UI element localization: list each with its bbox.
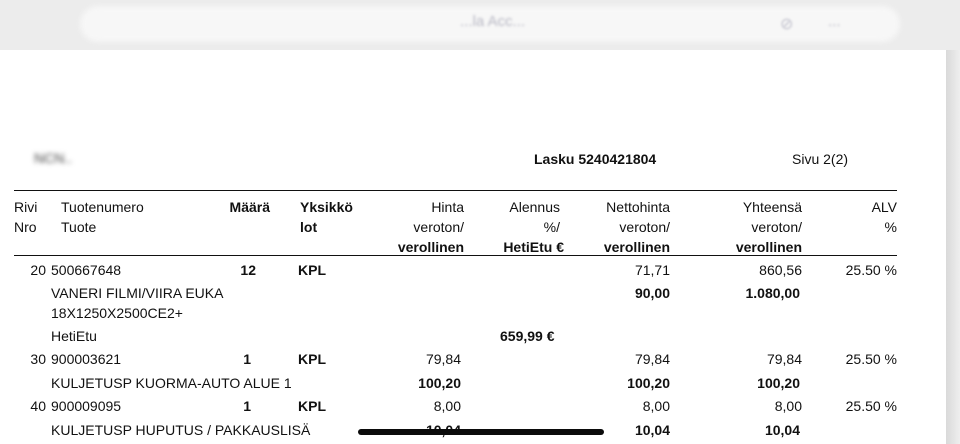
row-yhteensa: 860,56 — [759, 262, 802, 278]
col-tuotenumero: Tuotenumero — [61, 199, 144, 215]
row-hetietu-label: HetiEtu — [51, 328, 97, 344]
customer-name-redacted: NCN.. — [34, 150, 73, 166]
row-description-2: 18X1250X2500CE2+ — [51, 305, 183, 321]
row-yht-verollinen: 1.080,00 — [745, 285, 800, 301]
row-alv: 25.50 % — [845, 262, 897, 278]
row-hinta: 8,00 — [433, 398, 461, 414]
col-maara: Määrä — [229, 199, 270, 215]
page-number: Sivu 2(2) — [792, 151, 849, 167]
row-description: VANERI FILMI/VIIRA EUKA — [51, 285, 224, 301]
row-rivi: 30 — [30, 351, 46, 367]
row-hetietu-value: 659,99 € — [500, 328, 555, 344]
row-yksikko: KPL — [298, 351, 326, 367]
row-netto-verollinen: 10,04 — [634, 422, 670, 438]
header-top-rule — [14, 190, 897, 191]
browser-toolbar — [0, 0, 960, 50]
row-maara: 12 — [240, 262, 256, 278]
row-maara: 1 — [243, 398, 251, 414]
row-netto: 79,84 — [634, 351, 670, 367]
row-hinta-verollinen: 100,20 — [418, 375, 461, 391]
col-nro: Nro — [14, 219, 37, 235]
col-netto-veroton: veroton/ — [619, 219, 670, 235]
row-yksikko: KPL — [298, 398, 326, 414]
row-maara: 1 — [243, 351, 251, 367]
row-rivi: 20 — [30, 262, 46, 278]
col-yhteensa: Yhteensä — [742, 199, 802, 215]
col-hinta: Hinta — [431, 199, 464, 215]
col-lot: lot — [300, 219, 318, 235]
row-description: KULJETUSP HUPUTUS / PAKKAUSLISÄ — [51, 422, 311, 438]
col-tuote: Tuote — [61, 219, 97, 235]
row-netto: 8,00 — [642, 398, 670, 414]
col-yht-verollinen: verollinen — [735, 239, 802, 255]
row-yht-verollinen: 10,04 — [764, 422, 800, 438]
col-rivi: Rivi — [14, 199, 38, 215]
row-netto-verollinen: 100,20 — [627, 375, 670, 391]
row-alv: 25.50 % — [845, 398, 897, 414]
col-alennus: Alennus — [509, 199, 560, 215]
col-netto-verollinen: verollinen — [603, 239, 670, 255]
address-bar-text: ...la Acc... — [460, 13, 526, 30]
row-tuotenumero: 900009095 — [51, 398, 122, 414]
row-yht-verollinen: 100,20 — [757, 375, 800, 391]
row-yksikko: KPL — [298, 262, 326, 278]
row-tuotenumero: 900003621 — [51, 351, 122, 367]
row-yhteensa: 79,84 — [766, 351, 802, 367]
row-tuotenumero: 500667648 — [51, 262, 122, 278]
row-yhteensa: 8,00 — [774, 398, 802, 414]
header-bottom-rule — [14, 255, 897, 256]
col-hetietu: HetiEtu € — [503, 239, 564, 255]
col-alennus-pct: %/ — [543, 219, 560, 235]
col-alv-pct: % — [884, 219, 897, 235]
row-description: KULJETUSP KUORMA-AUTO ALUE 1 — [51, 375, 292, 391]
col-nettohinta: Nettohinta — [606, 199, 670, 215]
col-yksikko: Yksikkö — [300, 199, 353, 215]
col-hinta-verollinen: verollinen — [397, 239, 464, 255]
row-alv: 25.50 % — [845, 351, 897, 367]
invoice-number: Lasku 5240421804 — [534, 151, 657, 167]
row-netto: 71,71 — [634, 262, 670, 278]
col-alv: ALV — [871, 199, 897, 215]
row-hinta: 79,84 — [425, 351, 461, 367]
blocked-icon[interactable]: ⊘ — [780, 16, 794, 33]
redaction-scribble — [358, 429, 604, 435]
col-yht-veroton: veroton/ — [751, 219, 802, 235]
row-rivi: 40 — [30, 398, 46, 414]
page-edge — [946, 50, 960, 444]
row-netto-verollinen: 90,00 — [634, 285, 670, 301]
toolbar-right-text: ... — [828, 13, 841, 30]
col-hinta-veroton: veroton/ — [413, 219, 464, 235]
